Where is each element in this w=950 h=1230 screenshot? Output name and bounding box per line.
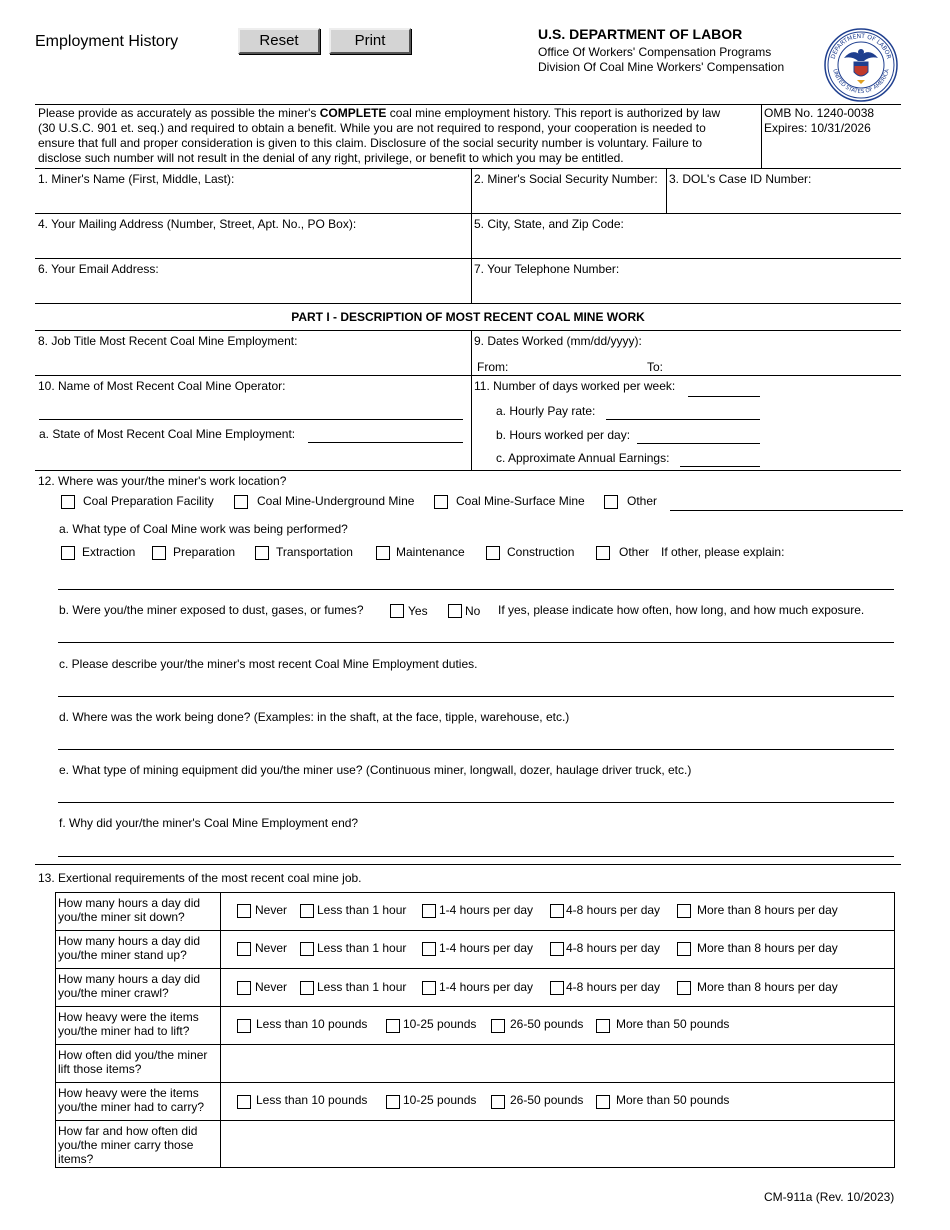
work-transportation-checkbox[interactable] — [255, 546, 269, 560]
lift-under-10-checkbox[interactable] — [237, 1019, 251, 1033]
stand-1-4-checkbox[interactable] — [422, 942, 436, 956]
email-label: 6. Your Email Address: — [38, 262, 159, 276]
case-id-input[interactable] — [669, 190, 897, 208]
annual-earnings-input[interactable] — [681, 450, 759, 466]
hour-option: 4-8 hours per day — [566, 941, 661, 955]
exertion-question: How often did you/the miner lift those items? — [58, 1048, 208, 1076]
other-explain-label: If other, please explain: — [661, 545, 785, 559]
mailing-address-input[interactable] — [38, 235, 466, 253]
hour-option: Less than 1 hour — [317, 903, 407, 917]
mailing-address-label: 4. Your Mailing Address (Number, Street, Apt. No., PO Box): — [38, 217, 357, 231]
work-preparation-checkbox[interactable] — [152, 546, 166, 560]
seal-bottom-text: UNITED STATES OF AMERICA — [831, 68, 891, 96]
hour-option: 4-8 hours per day — [566, 980, 661, 994]
location-prep-facility-checkbox[interactable] — [61, 495, 75, 509]
stand-never-checkbox[interactable] — [237, 942, 251, 956]
telephone-label: 7. Your Telephone Number: — [474, 262, 620, 276]
carry-over-50-checkbox[interactable] — [596, 1095, 610, 1109]
location-other-input[interactable] — [672, 494, 900, 510]
exposure-note: If yes, please indicate how often, how long, and how much exposure. — [498, 603, 865, 617]
form-number: CM-911a (Rev. 10/2023) — [764, 1190, 895, 1204]
days-per-week-input[interactable] — [689, 380, 759, 396]
weight-option: 10-25 pounds — [403, 1017, 477, 1031]
date-to-label: To: — [647, 360, 664, 374]
work-location-detail-label: d. Where was the work being done? (Examples: in the shaft, at the face, tipple, warehouse, etc.) — [59, 710, 570, 724]
exposure-no-label: No — [465, 604, 481, 618]
reset-button[interactable]: Reset — [238, 28, 320, 54]
hourly-pay-input[interactable] — [607, 403, 759, 419]
location-option: Coal Preparation Facility — [83, 494, 214, 508]
work-type-option: Transportation — [276, 545, 353, 559]
crawl-less-1-checkbox[interactable] — [300, 981, 314, 995]
dates-worked-label: 9. Dates Worked (mm/dd/yyyy): — [474, 334, 642, 348]
stand-less-1-checkbox[interactable] — [300, 942, 314, 956]
miner-name-label: 1. Miner's Name (First, Middle, Last): — [38, 172, 235, 186]
intro-line-4: disclose such number will not result in the denial of any right, privilege, or benefit to which you may be entitled. — [38, 151, 624, 165]
weight-option: 26-50 pounds — [510, 1093, 584, 1107]
exertional-label: 13. Exertional requirements of the most recent coal mine job. — [38, 871, 362, 885]
date-from-label: From: — [477, 360, 509, 374]
hour-option: Never — [255, 903, 288, 917]
state-label: a. State of Most Recent Coal Mine Employment: — [39, 427, 296, 441]
carry-distance-input[interactable] — [224, 1126, 890, 1164]
work-location-detail-input[interactable] — [60, 731, 892, 747]
intro-line-2: (30 U.S.C. 901 et. seq.) and required to obtain a benefit. While you are not required to respond, your cooperation is needed to — [38, 121, 706, 135]
exposure-yes-checkbox[interactable] — [390, 604, 404, 618]
exertion-question: How far and how often did you/the miner carry those items? — [58, 1124, 198, 1166]
location-underground-checkbox[interactable] — [234, 495, 248, 509]
employment-end-input[interactable] — [60, 837, 892, 853]
sit-4-8-checkbox[interactable] — [550, 904, 564, 918]
agency-name: U.S. DEPARTMENT OF LABOR — [538, 26, 743, 42]
crawl-never-checkbox[interactable] — [237, 981, 251, 995]
days-per-week-label: 11. Number of days worked per week: — [474, 379, 676, 393]
exposure-yes-label: Yes — [408, 604, 428, 618]
operator-name-input[interactable] — [40, 401, 462, 417]
operator-name-label: 10. Name of Most Recent Coal Mine Operator: — [38, 379, 286, 393]
hour-option: Less than 1 hour — [317, 980, 407, 994]
intro-line-1: Please provide as accurately as possible the miner's COMPLETE coal mine employment history. This report is authorized by law — [38, 106, 721, 120]
location-option: Coal Mine-Underground Mine — [257, 494, 415, 508]
exposure-input[interactable] — [60, 624, 892, 640]
exertion-question: How heavy were the items you/the miner had to carry? — [58, 1086, 205, 1114]
lift-frequency-input[interactable] — [224, 1050, 890, 1078]
hour-option: 1-4 hours per day — [439, 903, 534, 917]
division-name: Division Of Coal Mine Workers' Compensation — [538, 60, 785, 74]
part-1-heading: PART I - DESCRIPTION OF MOST RECENT COAL MINE WORK — [291, 310, 645, 324]
work-other-checkbox[interactable] — [596, 546, 610, 560]
city-state-zip-label: 5. City, State, and Zip Code: — [474, 217, 624, 231]
work-type-label: a. What type of Coal Mine work was being performed? — [59, 522, 348, 536]
stand-more-8-checkbox[interactable] — [677, 942, 691, 956]
weight-option: Less than 10 pounds — [256, 1093, 368, 1107]
crawl-4-8-checkbox[interactable] — [550, 981, 564, 995]
location-other-checkbox[interactable] — [604, 495, 618, 509]
weight-option: 10-25 pounds — [403, 1093, 477, 1107]
city-state-zip-input[interactable] — [474, 235, 897, 253]
date-to-input[interactable] — [668, 357, 794, 373]
carry-26-50-checkbox[interactable] — [491, 1095, 505, 1109]
employment-end-label: f. Why did your/the miner's Coal Mine Employment end? — [59, 816, 359, 830]
seal-top-text: DEPARTMENT OF LABOR — [829, 32, 893, 60]
hour-option: Never — [255, 980, 288, 994]
exertion-question: How many hours a day did you/the miner crawl? — [58, 972, 201, 1000]
work-maintenance-checkbox[interactable] — [376, 546, 390, 560]
hour-option: 1-4 hours per day — [439, 941, 534, 955]
hours-per-day-label: b. Hours worked per day: — [496, 428, 631, 442]
lift-26-50-checkbox[interactable] — [491, 1019, 505, 1033]
hour-option: More than 8 hours per day — [697, 980, 838, 994]
work-type-option: Construction — [507, 545, 575, 559]
duties-input[interactable] — [60, 678, 892, 694]
weight-option: Less than 10 pounds — [256, 1017, 368, 1031]
work-type-option: Extraction — [82, 545, 136, 559]
equipment-input[interactable] — [60, 784, 892, 800]
location-surface-checkbox[interactable] — [434, 495, 448, 509]
job-title-label: 8. Job Title Most Recent Coal Mine Employment: — [38, 334, 298, 348]
ssn-label: 2. Miner's Social Security Number: — [474, 172, 658, 186]
office-name: Office Of Workers' Compensation Programs — [538, 45, 772, 59]
hourly-pay-label: a. Hourly Pay rate: — [496, 404, 596, 418]
telephone-input[interactable] — [474, 280, 897, 298]
work-location-label: 12. Where was your/the miner's work location? — [38, 474, 287, 488]
exertion-question: How heavy were the items you/the miner had to lift? — [58, 1010, 199, 1038]
exposure-no-checkbox[interactable] — [448, 604, 462, 618]
sit-more-8-checkbox[interactable] — [677, 904, 691, 918]
miner-name-input[interactable] — [38, 190, 466, 208]
sit-1-4-checkbox[interactable] — [422, 904, 436, 918]
work-type-option: Maintenance — [396, 545, 465, 559]
exertion-question: How many hours a day did you/the miner stand up? — [58, 934, 201, 962]
dol-seal-logo — [824, 28, 898, 102]
sit-never-checkbox[interactable] — [237, 904, 251, 918]
lift-over-50-checkbox[interactable] — [596, 1019, 610, 1033]
work-type-option: Other — [619, 545, 650, 559]
form-title: Employment History — [35, 33, 179, 50]
location-option: Other — [627, 494, 658, 508]
hours-per-day-input[interactable] — [638, 427, 759, 443]
duties-label: c. Please describe your/the miner's most recent Coal Mine Employment duties. — [59, 657, 478, 671]
hour-option: 4-8 hours per day — [566, 903, 661, 917]
equipment-label: e. What type of mining equipment did you/the miner use? (Continuous miner, longwall, dozer, haulage driver truck, etc.) — [59, 763, 692, 777]
hour-option: Less than 1 hour — [317, 941, 407, 955]
exposure-label: b. Were you/the miner exposed to dust, gases, or fumes? — [59, 603, 364, 617]
work-construction-checkbox[interactable] — [486, 546, 500, 560]
email-input[interactable] — [38, 280, 466, 298]
work-type-option: Preparation — [173, 545, 236, 559]
work-other-explain-input[interactable] — [60, 572, 892, 588]
case-id-label: 3. DOL's Case ID Number: — [669, 172, 812, 186]
annual-earnings-label: c. Approximate Annual Earnings: — [496, 451, 670, 465]
location-option: Coal Mine-Surface Mine — [456, 494, 585, 508]
intro-line-3: ensure that full and proper consideration is given to this claim. Disclosure of the social security number is voluntary. Failure to — [38, 136, 703, 150]
exertion-question: How many hours a day did you/the miner sit down? — [58, 896, 201, 924]
omb-number: OMB No. 1240-0038 — [764, 106, 875, 120]
weight-option: More than 50 pounds — [616, 1093, 730, 1107]
weight-option: 26-50 pounds — [510, 1017, 584, 1031]
date-from-input[interactable] — [512, 357, 638, 373]
carry-under-10-checkbox[interactable] — [237, 1095, 251, 1109]
lift-10-25-checkbox[interactable] — [386, 1019, 400, 1033]
crawl-more-8-checkbox[interactable] — [677, 981, 691, 995]
hour-option: More than 8 hours per day — [697, 941, 838, 955]
hour-option: 1-4 hours per day — [439, 980, 534, 994]
hour-option: Never — [255, 941, 288, 955]
carry-10-25-checkbox[interactable] — [386, 1095, 400, 1109]
hour-option: More than 8 hours per day — [697, 903, 838, 917]
expiration-date: Expires: 10/31/2026 — [764, 121, 871, 135]
crawl-1-4-checkbox[interactable] — [422, 981, 436, 995]
sit-less-1-checkbox[interactable] — [300, 904, 314, 918]
print-button[interactable]: Print — [329, 28, 411, 54]
job-title-input[interactable] — [38, 352, 466, 370]
stand-4-8-checkbox[interactable] — [550, 942, 564, 956]
state-input[interactable] — [309, 426, 462, 442]
weight-option: More than 50 pounds — [616, 1017, 730, 1031]
ssn-input[interactable] — [474, 190, 662, 208]
work-extraction-checkbox[interactable] — [61, 546, 75, 560]
